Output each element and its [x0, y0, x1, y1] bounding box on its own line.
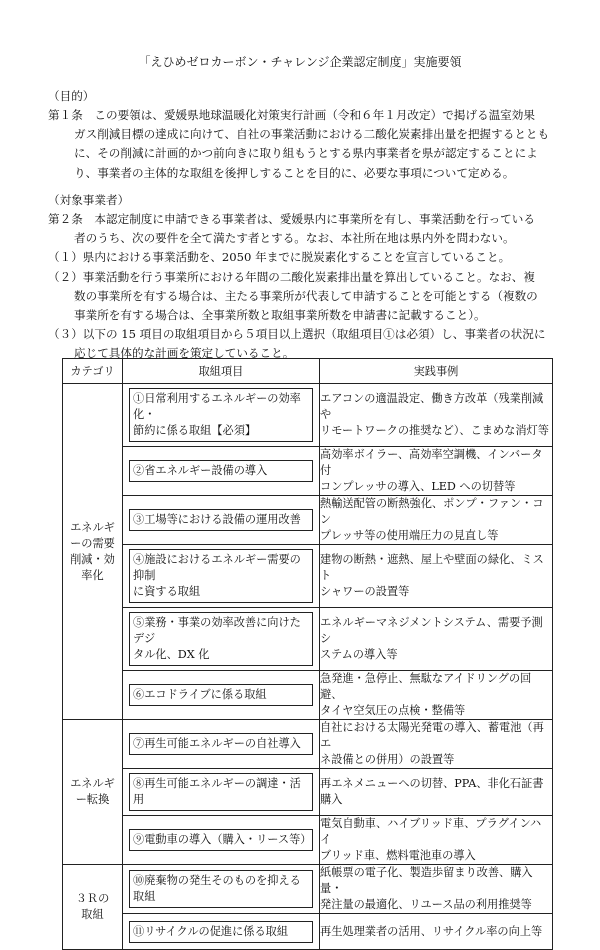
category-cell — [63, 720, 123, 865]
item-text: タル化、DX 化 — [133, 648, 210, 661]
item-text: 節約に係る取組【必須】 — [133, 424, 257, 437]
example-cell — [320, 447, 553, 496]
item-text: ⑦再生可能エネルギーの自社導入 — [133, 737, 301, 750]
item-cell — [123, 608, 320, 671]
requirement-item: （１）県内における事業活動を、2050 年までに脱炭素化することを宣言していること。 — [48, 250, 511, 265]
item-cell — [123, 865, 320, 914]
requirements-table — [62, 358, 553, 950]
example-text: 再生処理業者の活用、リサイクル率の向上等 — [320, 924, 543, 938]
item-text: ⑩廃棄物の発生そのものを抑える取組 — [133, 874, 301, 903]
category-label: 削減・効 — [70, 552, 115, 566]
item-box — [129, 509, 313, 531]
example-text: 購入 — [320, 793, 343, 806]
table-row — [63, 608, 553, 671]
item-box — [129, 921, 313, 943]
item-cell — [123, 720, 320, 769]
item-text: ④施設におけるエネルギー需要の抑制 — [133, 553, 301, 582]
example-text: 紙帳票の電子化、製造歩留まり改善、購入量・ — [320, 866, 533, 895]
item-text: ⑥エコドライブに係る取組 — [133, 688, 267, 701]
purpose-line: に、その削減に計画的かつ前向きに取り組もうとする県内事業者を県が認定することによ — [74, 146, 538, 161]
target-paragraph — [48, 210, 552, 364]
item-box — [129, 460, 313, 482]
requirement-item: 事業所を有する場合は、全事業所数と取組事業所数を申請書に記載すること）。 — [74, 307, 486, 322]
item-cell — [123, 914, 320, 950]
example-text: エアコンの適温設定、働き方改革（残業削減や — [320, 392, 544, 421]
category-label: ー転換 — [75, 793, 110, 806]
item-text: ⑨電動車の導入（購入・リース等） — [133, 833, 312, 846]
requirement-item: （３）以下の 15 項目の取組項目から５項目以上選択（取組項目①は必須）し、事業者の状況に — [48, 327, 546, 342]
example-cell — [320, 720, 553, 769]
requirement-item: 数の事業所を有する場合は、主たる事業所が代表して申請することを可能とする（複数の — [74, 288, 538, 303]
item-box — [129, 773, 313, 811]
item-box — [129, 733, 313, 755]
item-cell — [123, 671, 320, 720]
example-text: ブリッド車、燃料電池車の導入 — [320, 849, 476, 862]
item-cell — [123, 384, 320, 447]
requirement-item: （２）事業活動を行う事業所における年間の二酸化炭素排出量を算出していること。なお、複 — [48, 269, 535, 284]
item-cell — [123, 496, 320, 545]
example-text: シャワーの設置等 — [320, 585, 410, 598]
example-text: エネルギーマネジメントシステム、需要予測シ — [320, 616, 543, 645]
table-row — [63, 384, 553, 447]
example-cell — [320, 816, 553, 865]
example-cell — [320, 671, 553, 720]
item-box — [129, 829, 313, 851]
item-text: ③工場等における設備の運用改善 — [133, 513, 301, 526]
document-title: 「えひめゼロカーボン・チャレンジ企業認定制度」実施要領 — [138, 55, 462, 69]
example-cell — [320, 608, 553, 671]
item-text: ⑧再生可能エネルギーの調達・活用 — [133, 777, 301, 806]
example-cell — [320, 914, 553, 950]
table-row — [63, 720, 553, 769]
table-row — [63, 816, 553, 865]
example-text: リモートワークの推奨など）、こまめな消灯等 — [320, 424, 549, 437]
category-cell — [63, 384, 123, 720]
example-text: コンプレッサの導入、LED への切替等 — [320, 480, 516, 493]
table-row — [63, 496, 553, 545]
category-cell — [63, 865, 123, 950]
header-category: カテゴリ — [63, 359, 123, 384]
example-cell — [320, 769, 553, 816]
item-cell — [123, 447, 320, 496]
item-text: ⑪リサイクルの促進に係る取組 — [133, 924, 289, 938]
table-row — [63, 769, 553, 816]
item-cell — [123, 545, 320, 608]
table-row — [63, 671, 553, 720]
example-text: プレッサ等の使用端圧力の見直し等 — [320, 529, 499, 542]
item-cell — [123, 816, 320, 865]
example-text: 自社における太陽光発電の導入、蓄電池（再エ — [320, 721, 544, 750]
table-row — [63, 545, 553, 608]
category-label: ーの需要 — [70, 536, 115, 550]
item-text: ⑤業務・事業の効率改善に向けたデジ — [133, 616, 301, 645]
category-label: エネルギ — [70, 777, 115, 790]
target-heading: （対象事業者） — [48, 193, 130, 207]
item-box — [129, 612, 313, 666]
item-text: ②省エネルギー設備の導入 — [133, 464, 268, 477]
example-cell — [320, 865, 553, 914]
example-text: 熱輸送配管の断熱強化、ポンプ・ファン・コン — [320, 497, 544, 526]
example-text: タイヤ空気圧の点検・整備等 — [320, 704, 466, 717]
item-text: ①日常利用するエネルギーの効率化・ — [133, 392, 301, 421]
table-row — [63, 914, 553, 950]
example-text: 高効率ボイラー、高効率空調機、インバータ付 — [320, 448, 543, 477]
example-text: ステムの導入等 — [320, 648, 398, 661]
purpose-line: り、事業者の主体的な取組を後押しすることを目的に、必要な事項について定める。 — [74, 165, 515, 180]
example-text: ネ設備との併用）の設置等 — [320, 753, 455, 766]
purpose-line: ガス削減目標の達成に向けて、自社の事業活動における二酸化炭素排出量を把握するととも — [74, 127, 550, 142]
category-label: ３Ｒの — [75, 892, 110, 905]
example-text: 発注量の最適化、リユース品の利用推奨等 — [320, 898, 532, 911]
example-cell — [320, 545, 553, 608]
item-box — [129, 870, 313, 908]
item-box — [129, 549, 313, 603]
table-header-row — [63, 359, 553, 384]
item-text: に資する取組 — [133, 585, 201, 598]
target-line: 第２条 本認定制度に申請できる事業者は、愛媛県内に事業所を有し、事業活動を行っている — [48, 212, 535, 226]
purpose-heading: （目的） — [48, 89, 95, 103]
item-box — [129, 388, 313, 442]
item-cell — [123, 769, 320, 816]
table-row — [63, 447, 553, 496]
header-item: 取組項目 — [123, 359, 320, 384]
purpose-line: 第１条 この要領は、愛媛県地球温暖化対策実行計画（令和６年１月改定）で掲げる温室効果 — [48, 108, 535, 122]
category-label: エネルギ — [70, 520, 115, 534]
target-line: 者のうち、次の要件を全て満たす者とする。なお、本社所在地は県内外を問わない。 — [74, 231, 515, 246]
header-example: 実践事例 — [320, 359, 553, 384]
example-text: 再エネメニューへの切替、PPA、非化石証書 — [320, 777, 544, 790]
example-cell — [320, 496, 553, 545]
requirement-item: 応じて具体的な計画を策定していること。 — [74, 346, 295, 361]
example-text: 急発進・急停止、無駄なアイドリングの回避、 — [320, 672, 532, 701]
table-row — [63, 865, 553, 914]
category-label: 取組 — [81, 908, 104, 921]
example-text: 電気自動車、ハイブリッド車、プラグインハイ — [320, 817, 542, 846]
purpose-paragraph — [48, 106, 552, 183]
example-text: 建物の断熱・遮熱、屋上や壁面の緑化、ミスト — [320, 553, 544, 582]
item-box — [129, 684, 313, 706]
example-cell — [320, 384, 553, 447]
category-label: 率化 — [81, 568, 104, 582]
